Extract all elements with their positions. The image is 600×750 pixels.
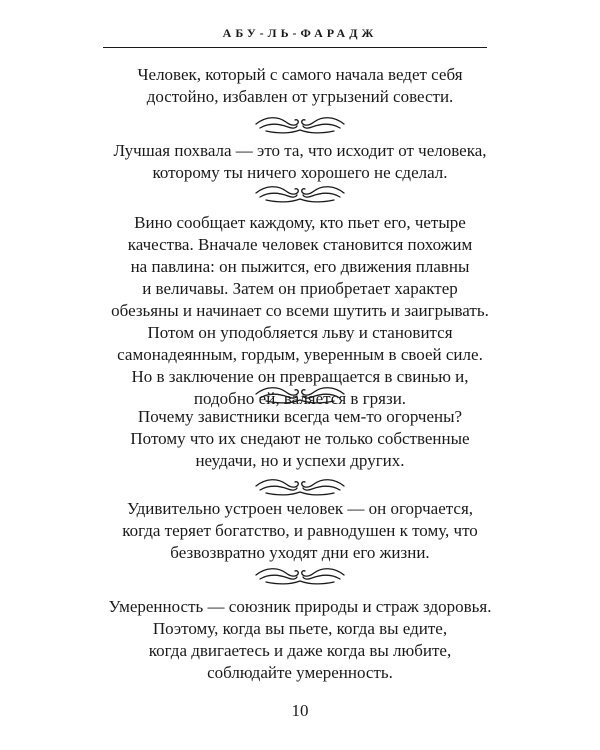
- flourish-divider-icon: [252, 112, 348, 136]
- flourish-divider-icon: [252, 474, 348, 498]
- quote-line: достойно, избавлен от угрызений совести.: [146, 87, 454, 106]
- flourish-divider-icon: [252, 382, 348, 406]
- quote-line: безвозвратно уходят дни его жизни.: [170, 543, 430, 562]
- quote-line: Но в заключение он превращается в свинью и,: [131, 367, 469, 386]
- header-rule: [103, 47, 487, 48]
- quote-line: Потом он уподобляется льву и становится: [147, 323, 453, 342]
- quote-line: на павлина: он пыжится, его движения плавны: [130, 257, 470, 276]
- quote-2: [80, 140, 520, 184]
- quote-line: Почему завистники всегда чем-то огорчены?: [137, 407, 463, 426]
- quote-line: когда двигаетесь и даже когда вы любите,: [148, 641, 452, 660]
- quote-line: подобно ей, валяется в грязи.: [193, 389, 407, 408]
- quote-line: Вино сообщает каждому, кто пьет его, четыре: [134, 213, 466, 232]
- quote-3: [80, 212, 520, 410]
- quote-line: Умеренность — союзник природы и страж здоровья.: [108, 597, 492, 616]
- quote-line: Лучшая похвала — это та, что исходит от человека,: [113, 141, 487, 160]
- quote-line: самонадеянным, гордым, уверенным в своей силе.: [117, 345, 483, 364]
- quote-line: Поэтому, когда вы пьете, когда вы едите,: [152, 619, 448, 638]
- quote-6: [80, 596, 520, 684]
- page-number: 10: [291, 701, 309, 720]
- quote-1: [80, 64, 520, 108]
- quote-line: обезьяны и начинает со всеми шутить и заигрывать.: [111, 301, 489, 320]
- quote-line: Удивительно устроен человек — он огорчается,: [126, 499, 474, 518]
- running-head: АБУ-ЛЬ-ФАРАДЖ: [222, 26, 378, 40]
- quote-line: которому ты ничего хорошего не сделал.: [152, 163, 448, 182]
- quote-line: Потому что их снедают не только собственные: [130, 429, 470, 448]
- flourish-divider-icon: [252, 181, 348, 205]
- quote-line: Человек, который с самого начала ведет себя: [137, 65, 463, 84]
- quote-line: качества. Вначале человек становится похожим: [127, 235, 473, 254]
- quote-line: когда теряет богатство, и равнодушен к тому, что: [122, 521, 478, 540]
- quote-line: соблюдайте умеренность.: [207, 663, 393, 682]
- flourish-divider-icon: [252, 563, 348, 587]
- quote-line: неудачи, но и успехи других.: [195, 451, 405, 470]
- quote-line: и величавы. Затем он приобретает характер: [142, 279, 458, 298]
- quote-5: [80, 498, 520, 564]
- quote-4: [80, 406, 520, 472]
